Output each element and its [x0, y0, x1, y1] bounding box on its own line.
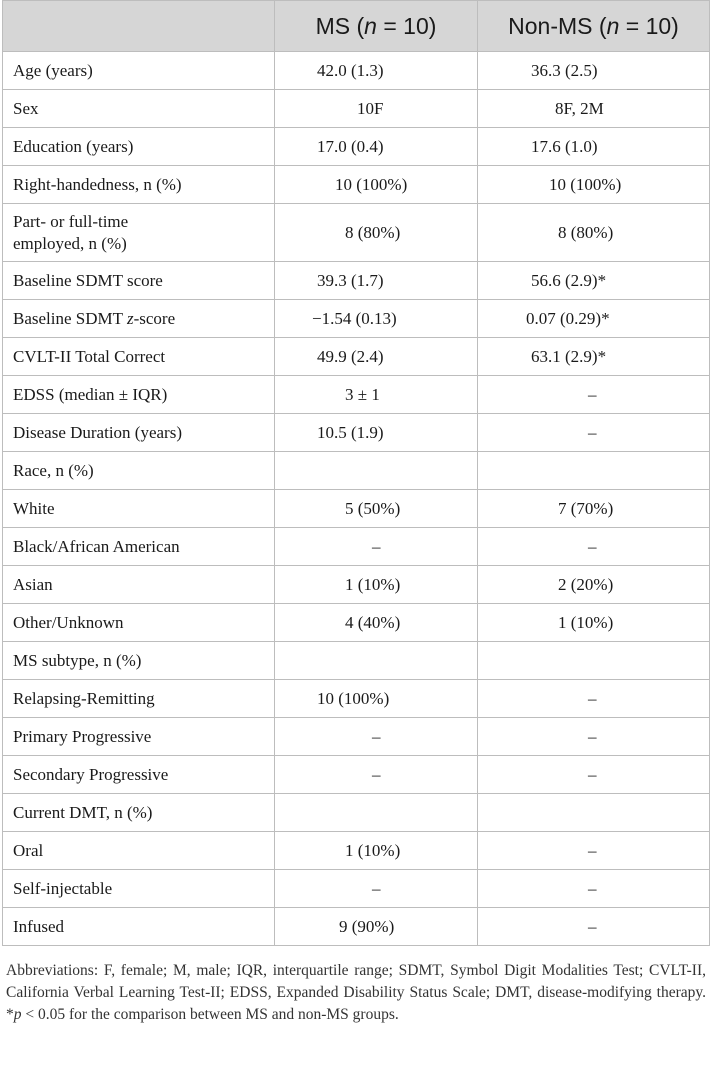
table-row [3, 604, 710, 642]
non-ms-value: – [588, 764, 597, 784]
header-ms-n: n [364, 13, 377, 39]
non-ms-value: 8F, 2M [555, 98, 604, 118]
table-row [3, 794, 710, 832]
table-row [3, 718, 710, 756]
non-ms-value: – [588, 878, 597, 898]
row-label: Oral [3, 832, 275, 870]
ms-value: – [372, 764, 381, 784]
table-row [3, 128, 710, 166]
row-label: Age (years) [3, 52, 275, 90]
ms-value: 10.5 (1.9) [317, 422, 384, 442]
footnote-tail: < 0.05 for the comparison between MS and non-MS groups. [21, 1006, 399, 1023]
ms-value: 49.9 (2.4) [317, 346, 384, 366]
footnote-p-italic: p [13, 1006, 22, 1023]
row-label-prefix: Baseline SDMT [13, 308, 127, 328]
row-label: Infused [3, 908, 275, 946]
header-nonms-n: n [606, 13, 620, 39]
header-non-ms [478, 1, 710, 52]
non-ms-value: – [588, 726, 597, 746]
header-ms-suffix: = 10) [376, 13, 437, 39]
ms-value: – [372, 536, 381, 556]
row-label: Secondary Progressive [3, 756, 275, 794]
row-label: Asian [3, 566, 275, 604]
table-row [3, 908, 710, 946]
ms-value: 42.0 (1.3) [317, 60, 384, 80]
table-row [3, 566, 710, 604]
table-row [3, 680, 710, 718]
ms-value: −1.54 (0.13) [312, 308, 397, 328]
row-label: Black/African American [3, 528, 275, 566]
header-nonms-suffix: = 10) [619, 13, 679, 39]
row-label: Relapsing-Remitting [3, 680, 275, 718]
non-ms-value: – [588, 840, 597, 860]
non-ms-value: 10 (100%) [549, 174, 622, 194]
ms-value: 5 (50%) [345, 498, 401, 518]
table-row [3, 300, 710, 338]
non-ms-value: 8 (80%) [558, 222, 614, 242]
row-label: Current DMT, n (%) [3, 794, 275, 832]
header-empty-cell [3, 1, 275, 52]
non-ms-value: 1 (10%) [558, 612, 614, 632]
row-label: Race, n (%) [3, 452, 275, 490]
row-label: EDSS (median ± IQR) [3, 376, 275, 414]
non-ms-value: – [588, 536, 597, 556]
header-ms-prefix: MS ( [315, 13, 365, 39]
non-ms-value: 17.6 (1.0) [531, 136, 598, 156]
ms-value: 39.3 (1.7) [317, 270, 384, 290]
ms-value: 10 (100%) [317, 688, 390, 708]
row-label: Primary Progressive [3, 718, 275, 756]
row-label-line1: Part- or full-time [13, 211, 129, 231]
row-label: CVLT-II Total Correct [3, 338, 275, 376]
table-row [3, 338, 710, 376]
row-label: Sex [3, 90, 275, 128]
table-footnote [6, 960, 706, 1026]
non-ms-value: 36.3 (2.5) [531, 60, 598, 80]
ms-value: – [372, 726, 381, 746]
row-label: Baseline SDMT score [3, 262, 275, 300]
non-ms-value: – [588, 384, 597, 404]
table-row [3, 490, 710, 528]
ms-value: 10 (100%) [335, 174, 408, 194]
ms-value: 17.0 (0.4) [317, 136, 384, 156]
table-row [3, 166, 710, 204]
table-row [3, 90, 710, 128]
table-row [3, 756, 710, 794]
row-label-line2: employed, n (%) [13, 233, 127, 253]
row-label: Education (years) [3, 128, 275, 166]
table-row [3, 376, 710, 414]
row-label [3, 300, 275, 338]
table-row [3, 414, 710, 452]
ms-value: – [372, 878, 381, 898]
non-ms-value: 2 (20%) [558, 574, 614, 594]
ms-value: 9 (90%) [339, 916, 395, 936]
ms-value: 10F [357, 98, 384, 118]
table-row [3, 832, 710, 870]
non-ms-value: 0.07 (0.29)* [526, 308, 610, 328]
row-label: Other/Unknown [3, 604, 275, 642]
table-row [3, 528, 710, 566]
row-label: MS subtype, n (%) [3, 642, 275, 680]
table-row [3, 642, 710, 680]
footnote-main: Abbreviations: F, female; M, male; IQR, interquartile range; SDMT, Symbol Digit Modalities Test; CVLT-II, California Verbal Learning Test-II; EDSS, Expanded Disability Status Scale; DMT, disease-modifying therapy. * [6, 962, 706, 1023]
row-label-suffix: -score [133, 308, 176, 328]
table-row [3, 262, 710, 300]
table-row [3, 52, 710, 90]
table-container [2, 0, 709, 1026]
table-header-row [3, 1, 710, 52]
ms-value: 4 (40%) [345, 612, 401, 632]
row-label: White [3, 490, 275, 528]
row-label: Self-injectable [3, 870, 275, 908]
non-ms-value: – [588, 422, 597, 442]
row-label: Right-handedness, n (%) [3, 166, 275, 204]
non-ms-value: 56.6 (2.9)* [531, 270, 607, 290]
table-row [3, 452, 710, 490]
non-ms-value: 7 (70%) [558, 498, 614, 518]
demographics-table [2, 0, 710, 946]
non-ms-value: 63.1 (2.9)* [531, 346, 607, 366]
table-row [3, 870, 710, 908]
ms-value: 1 (10%) [345, 574, 401, 594]
non-ms-value: – [588, 916, 597, 936]
ms-value: 1 (10%) [345, 840, 401, 860]
ms-value: 8 (80%) [345, 222, 401, 242]
row-label: Disease Duration (years) [3, 414, 275, 452]
table-row [3, 204, 710, 262]
non-ms-value: – [588, 688, 597, 708]
header-nonms-prefix: Non-MS ( [508, 13, 607, 39]
ms-value: 3 ± 1 [345, 384, 380, 404]
row-label [3, 204, 275, 262]
header-ms [275, 1, 478, 52]
row-label-italic: z [126, 308, 134, 328]
